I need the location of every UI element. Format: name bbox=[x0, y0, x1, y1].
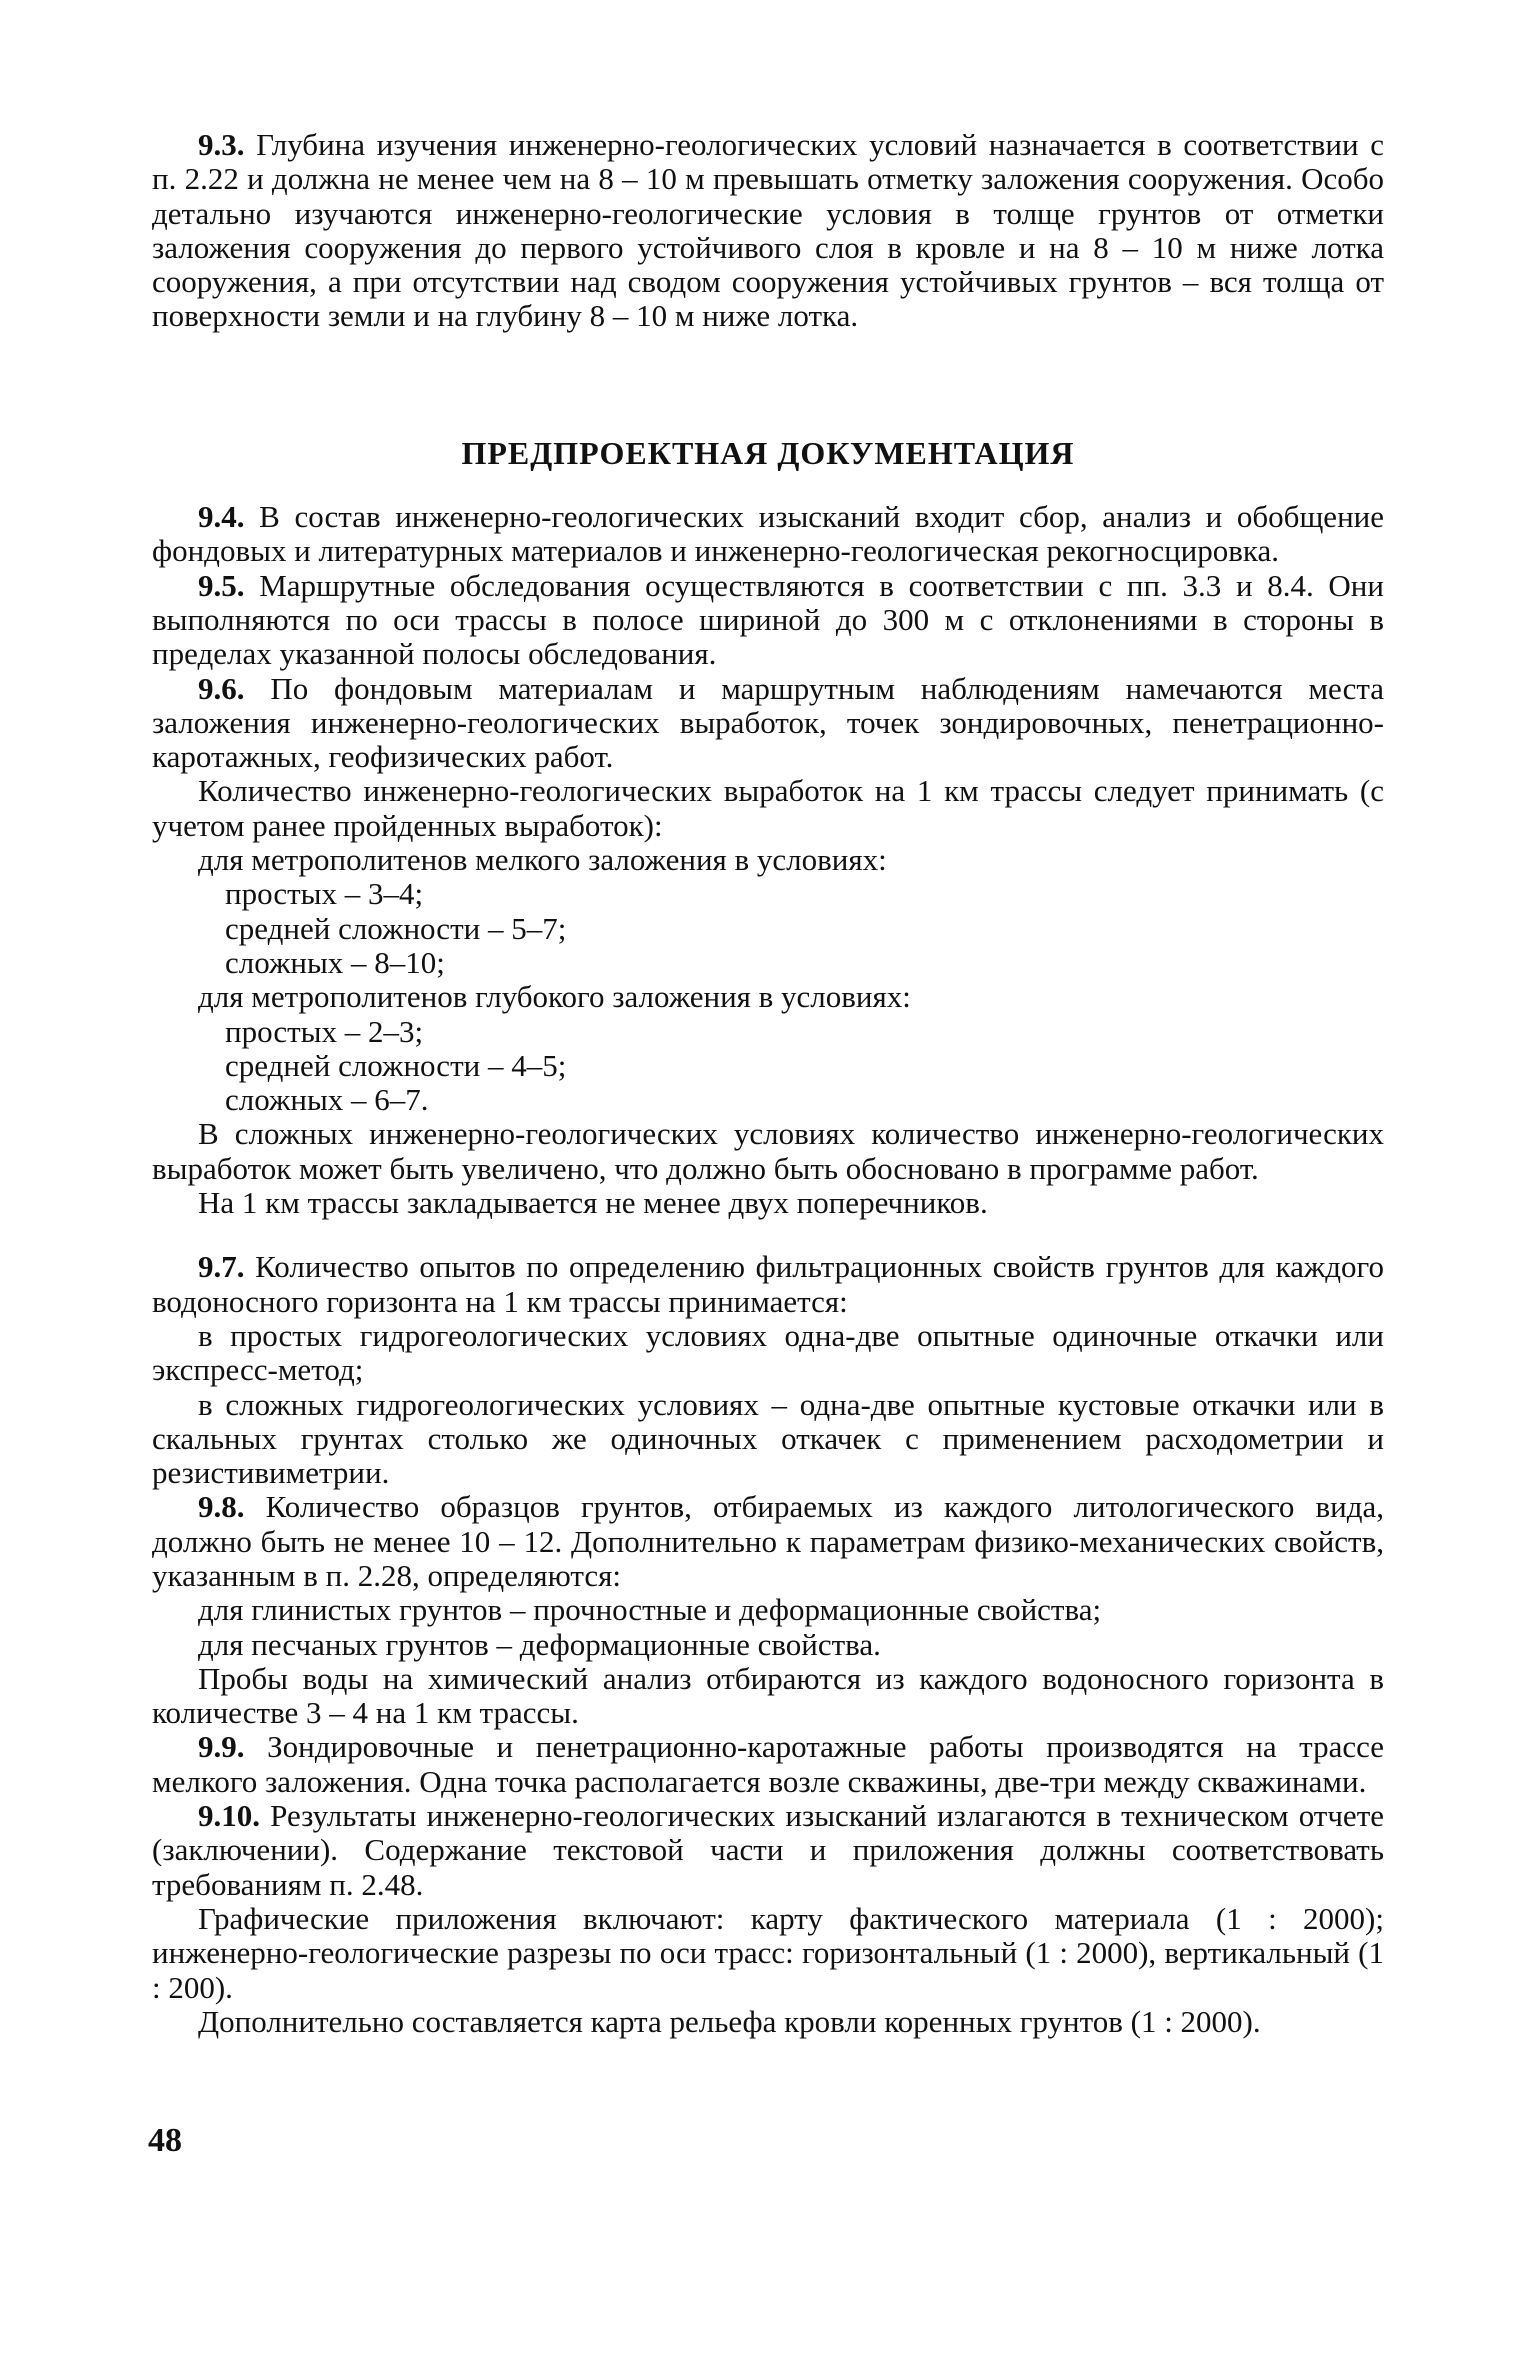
paragraph-text: Результаты инженерно-геологических изысканий излагаются в техническом отчете (заключении). Содержание текстовой части и приложения должны соответствовать требованиям п. 2.48. bbox=[152, 1798, 1384, 1902]
paragraph-number: 9.8. bbox=[198, 1489, 245, 1525]
spacer bbox=[152, 334, 1384, 436]
deep-simple: простых – 2–3; bbox=[225, 1013, 424, 1049]
paragraph-9-5 bbox=[152, 569, 1384, 672]
paragraph-9-9 bbox=[152, 1730, 1384, 1799]
paragraph-9-3 bbox=[152, 128, 1384, 334]
paragraph-9-7 bbox=[152, 1250, 1384, 1319]
page-number: 48 bbox=[148, 2122, 182, 2159]
complex-conditions: в сложных гидрогеологических условиях – одна-две опытные кустовые откачки или в скальных грунтах столько же одиночных откачек с применением расходометрии и резистивиметрии. bbox=[152, 1386, 1384, 1491]
shallow-simple: простых – 3–4; bbox=[225, 876, 424, 912]
shallow-medium: средней сложности – 5–7; bbox=[225, 910, 567, 946]
deep-intro: для метрополитенов глубокого заложения в условиях: bbox=[198, 979, 911, 1015]
paragraph-number: 9.6. bbox=[198, 670, 245, 706]
paragraph-number: 9.4. bbox=[198, 499, 245, 535]
spacer bbox=[152, 1220, 1384, 1250]
count-intro: Количество инженерно-геологических выработок на 1 км трассы следует принимать (с учетом ранее пройденных выработок): bbox=[152, 773, 1384, 843]
paragraph-text: По фондовым материалам и маршрутным наблюдениям намечаются места заложения инженерно-геологических выработок, точек зондировочных, пенетрационно-каротажных, геофизических работ. bbox=[152, 670, 1385, 775]
paragraph-number: 9.7. bbox=[198, 1249, 245, 1285]
graphic-appendices: Графические приложения включают: карту фактического материала (1 : 2000); инженерно-геологические разрезы по оси трасс: горизонтальный (1 : 2000), вертикальный (1 : 200). bbox=[152, 1900, 1384, 2005]
shallow-complex: сложных – 8–10; bbox=[225, 944, 445, 980]
deep-medium: средней сложности – 4–5; bbox=[225, 1047, 567, 1083]
paragraph-number: 9.3. bbox=[198, 127, 245, 162]
body-text bbox=[152, 128, 1384, 2039]
shallow-intro: для метрополитенов мелкого заложения в условиях: bbox=[198, 842, 887, 878]
paragraph-9-4 bbox=[152, 500, 1384, 569]
paragraph-text: В состав инженерно-геологических изысканий входит сбор, анализ и обобщение фондовых и литературных материалов и инженерно-геологическая рекогносцировка. bbox=[152, 499, 1385, 569]
water-samples: Пробы воды на химический анализ отбираются из каждого водоносного горизонта в количестве 3 – 4 на 1 км трассы. bbox=[152, 1660, 1384, 1731]
paragraph-number: 9.5. bbox=[198, 567, 245, 603]
paragraph-text: Глубина изучения инженерно-геологических условий назначается в соответствии с п. 2.22 и должна не менее чем на 8 – 10 м превышать отметку заложения сооружения. Особо детально изучаются инженерно-геологические условия в толще грунтов от отметки заложения сооружения до первого устойчивого слоя в кровле и на 8 – 10 м ниже лотка сооружения, а при отсутствии над сводом сооружения устойчивых грунтов – вся толща от поверхности земли и на глубину 8 – 10 м ниже лотка. bbox=[152, 127, 1384, 334]
paragraph-text: Зондировочные и пенетрационно-каротажные работы производятся на трассе мелкого заложения. Одна точка располагается возле скважины, две-три между скважинами. bbox=[152, 1729, 1385, 1799]
paragraph-text: Количество опытов по определению фильтрационных свойств грунтов для каждого водоносного горизонта на 1 км трассы принимается: bbox=[152, 1249, 1384, 1319]
extra-map: Дополнительно составляется карта рельефа кровли коренных грунтов (1 : 2000). bbox=[198, 2003, 1261, 2039]
sand-soils: для песчаных грунтов – деформационные свойства. bbox=[198, 1626, 881, 1662]
paragraph-9-8 bbox=[152, 1490, 1384, 1593]
cross-note: На 1 км трассы закладывается не менее двух поперечников. bbox=[198, 1185, 988, 1221]
clay-soils: для глинистых грунтов – прочностные и деформационные свойства; bbox=[198, 1592, 1102, 1628]
section-heading: ПРЕДПРОЕКТНАЯ ДОКУМЕНТАЦИЯ bbox=[461, 434, 1075, 471]
simple-conditions: в простых гидрогеологических условиях одна-две опытные одиночные откачки или экспресс-метод; bbox=[152, 1317, 1384, 1388]
complex-note: В сложных инженерно-геологических условиях количество инженерно-геологических выработок может быть увеличено, что должно быть обосновано в программе работ. bbox=[152, 1116, 1384, 1186]
deep-complex: сложных – 6–7. bbox=[225, 1082, 429, 1118]
paragraph-text: Количество образцов грунтов, отбираемых из каждого литологического вида, должно быть не менее 10 – 12. Дополнительно к параметрам физико-механических свойств, указанным в п. 2.28, определяются: bbox=[152, 1489, 1385, 1593]
paragraph-text: Маршрутные обследования осуществляются в соответствии с пп. 3.3 и 8.4. Они выполняются по оси трассы в полосе шириной до 300 м с отклонениями в стороны в пределах указанной полосы обследования. bbox=[152, 567, 1384, 672]
paragraph-number: 9.10. bbox=[198, 1798, 260, 1834]
paragraph-9-10 bbox=[152, 1799, 1384, 1902]
paragraph-9-6 bbox=[152, 672, 1384, 775]
paragraph-number: 9.9. bbox=[198, 1729, 245, 1765]
